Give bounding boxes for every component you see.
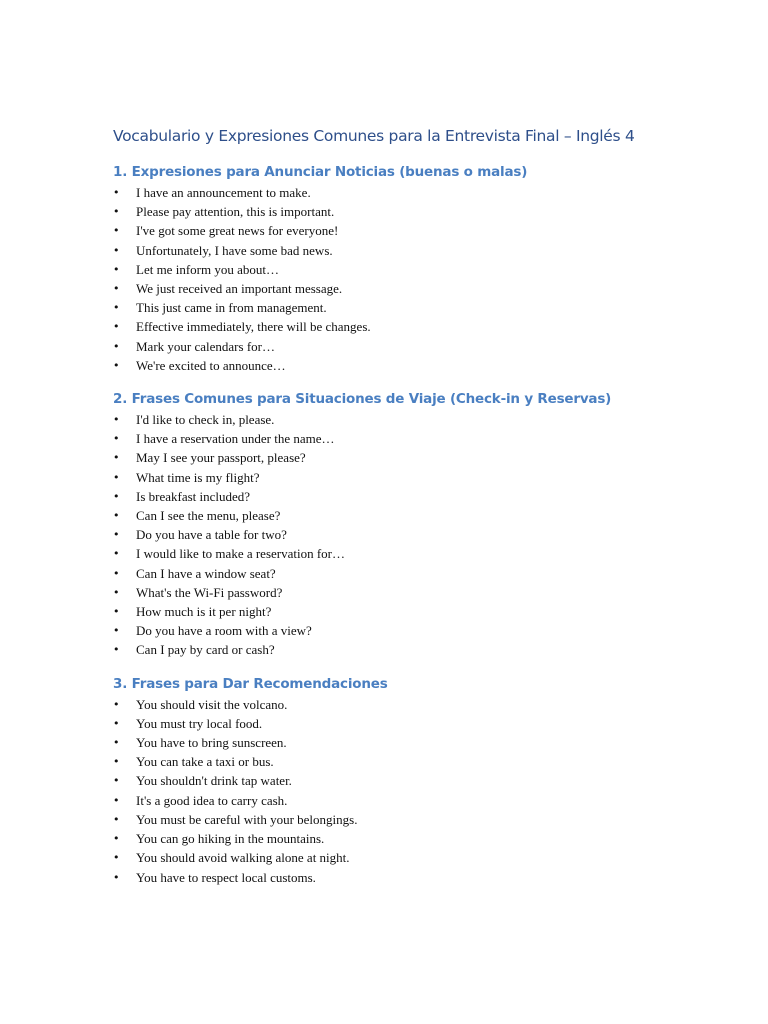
list-item bbox=[113, 260, 673, 279]
list-item bbox=[113, 183, 673, 202]
list-item-text: Can I have a window seat? bbox=[136, 565, 276, 581]
list-item-text: Can I pay by card or cash? bbox=[136, 642, 275, 658]
list-item-text: Unfortunately, I have some bad news. bbox=[136, 242, 333, 258]
section-announcements bbox=[113, 161, 673, 375]
bullet-icon: • bbox=[113, 320, 120, 334]
list-item-text: Do you have a room with a view? bbox=[136, 623, 312, 639]
list-item bbox=[113, 829, 673, 848]
list-item bbox=[113, 298, 673, 317]
list-item-text: You have to respect local customs. bbox=[136, 869, 316, 885]
list-item bbox=[113, 733, 673, 752]
list-item-text: You should visit the volcano. bbox=[136, 696, 288, 712]
list-item-text: Is breakfast included? bbox=[136, 488, 251, 504]
list-item bbox=[113, 714, 673, 733]
bullet-list bbox=[113, 183, 673, 375]
bullet-icon: • bbox=[113, 282, 120, 296]
list-item bbox=[113, 544, 673, 563]
bullet-icon: • bbox=[113, 489, 120, 503]
list-item bbox=[113, 752, 673, 771]
list-item-text: You must be careful with your belongings. bbox=[136, 811, 358, 827]
bullet-icon: • bbox=[113, 774, 120, 788]
list-item bbox=[113, 810, 673, 829]
list-item-text: You can take a taxi or bus. bbox=[136, 754, 274, 770]
list-item-text: I have an announcement to make. bbox=[136, 185, 311, 200]
bullet-icon: • bbox=[113, 413, 120, 427]
list-item bbox=[113, 848, 673, 867]
list-item bbox=[113, 410, 673, 429]
list-item-text: We just received an important message. bbox=[136, 281, 343, 297]
list-item bbox=[113, 506, 673, 525]
bullet-icon: • bbox=[113, 736, 120, 750]
list-item-text: Let me inform you about… bbox=[136, 261, 279, 277]
bullet-icon: • bbox=[113, 851, 120, 865]
list-item bbox=[113, 202, 673, 221]
list-item bbox=[113, 448, 673, 467]
bullet-icon: • bbox=[113, 358, 120, 372]
list-item bbox=[113, 640, 673, 659]
bullet-icon: • bbox=[113, 566, 120, 580]
list-item-text: You shouldn't drink tap water. bbox=[136, 773, 292, 789]
list-item bbox=[113, 468, 673, 487]
list-item-text: We're excited to announce… bbox=[136, 357, 286, 373]
bullet-icon: • bbox=[113, 716, 120, 730]
list-item-text: May I see your passport, please? bbox=[136, 450, 306, 466]
list-item bbox=[113, 279, 673, 298]
list-item-text: How much is it per night? bbox=[136, 604, 272, 620]
bullet-icon: • bbox=[113, 451, 120, 465]
list-item-text: You must try local food. bbox=[136, 715, 263, 731]
list-item bbox=[113, 337, 673, 356]
list-item-text: Mark your calendars for… bbox=[136, 338, 275, 354]
bullet-icon: • bbox=[113, 585, 120, 599]
list-item-text: I have a reservation under the name… bbox=[136, 431, 335, 447]
bullet-list bbox=[113, 410, 673, 660]
bullet-icon: • bbox=[113, 832, 120, 846]
bullet-list bbox=[113, 695, 673, 887]
bullet-icon: • bbox=[113, 224, 120, 238]
bullet-icon: • bbox=[113, 643, 120, 657]
list-item-text: Please pay attention, this is important. bbox=[136, 204, 335, 220]
list-item bbox=[113, 791, 673, 810]
list-item-text: You should avoid walking alone at night. bbox=[136, 850, 350, 866]
list-item-text: This just came in from management. bbox=[136, 300, 327, 316]
list-item-text: What's the Wi-Fi password? bbox=[136, 584, 283, 600]
bullet-icon: • bbox=[113, 186, 120, 199]
list-item bbox=[113, 602, 673, 621]
section-heading: 2. Frases Comunes para Situaciones de Viaje (Check-in y Reservas) bbox=[113, 391, 612, 408]
bullet-icon: • bbox=[113, 509, 120, 523]
list-item bbox=[113, 564, 673, 583]
bullet-icon: • bbox=[113, 755, 120, 769]
section-travel bbox=[113, 388, 673, 660]
list-item-text: You can go hiking in the mountains. bbox=[136, 831, 325, 847]
list-item bbox=[113, 621, 673, 640]
section-recommendations bbox=[113, 673, 673, 887]
list-item bbox=[113, 317, 673, 336]
list-item bbox=[113, 429, 673, 448]
list-item bbox=[113, 487, 673, 506]
bullet-icon: • bbox=[113, 243, 120, 257]
bullet-icon: • bbox=[113, 547, 120, 561]
bullet-icon: • bbox=[113, 262, 120, 276]
bullet-icon: • bbox=[113, 339, 120, 353]
list-item-text: Can I see the menu, please? bbox=[136, 508, 281, 524]
bullet-icon: • bbox=[113, 793, 120, 807]
list-item-text: It's a good idea to carry cash. bbox=[136, 792, 288, 808]
bullet-icon: • bbox=[113, 624, 120, 638]
bullet-icon: • bbox=[113, 697, 120, 711]
list-item bbox=[113, 525, 673, 544]
list-item-text: I'd like to check in, please. bbox=[136, 412, 275, 428]
section-heading: 1. Expresiones para Anunciar Noticias (buenas o malas) bbox=[113, 164, 528, 180]
list-item-text: I've got some great news for everyone! bbox=[136, 223, 339, 239]
list-item-text: What time is my flight? bbox=[136, 469, 260, 485]
section-heading: 3. Frases para Dar Recomendaciones bbox=[113, 675, 388, 692]
bullet-icon: • bbox=[113, 605, 120, 619]
document-content bbox=[113, 124, 673, 887]
bullet-icon: • bbox=[113, 432, 120, 446]
list-item bbox=[113, 221, 673, 240]
document-title: Vocabulario y Expresiones Comunes para la Entrevista Final – Inglés 4 bbox=[113, 127, 635, 145]
list-item-text: Effective immediately, there will be changes. bbox=[136, 319, 371, 335]
bullet-icon: • bbox=[113, 301, 120, 315]
list-item bbox=[113, 695, 673, 714]
bullet-icon: • bbox=[113, 470, 120, 484]
list-item bbox=[113, 771, 673, 790]
list-item-text: I would like to make a reservation for… bbox=[136, 546, 346, 562]
list-item bbox=[113, 583, 673, 602]
bullet-icon: • bbox=[113, 870, 120, 884]
list-item bbox=[113, 241, 673, 260]
bullet-icon: • bbox=[113, 812, 120, 826]
list-item-text: Do you have a table for two? bbox=[136, 527, 287, 543]
list-item-text: You have to bring sunscreen. bbox=[136, 735, 287, 751]
list-item bbox=[113, 356, 673, 375]
list-item bbox=[113, 868, 673, 887]
bullet-icon: • bbox=[113, 205, 120, 219]
bullet-icon: • bbox=[113, 528, 120, 542]
